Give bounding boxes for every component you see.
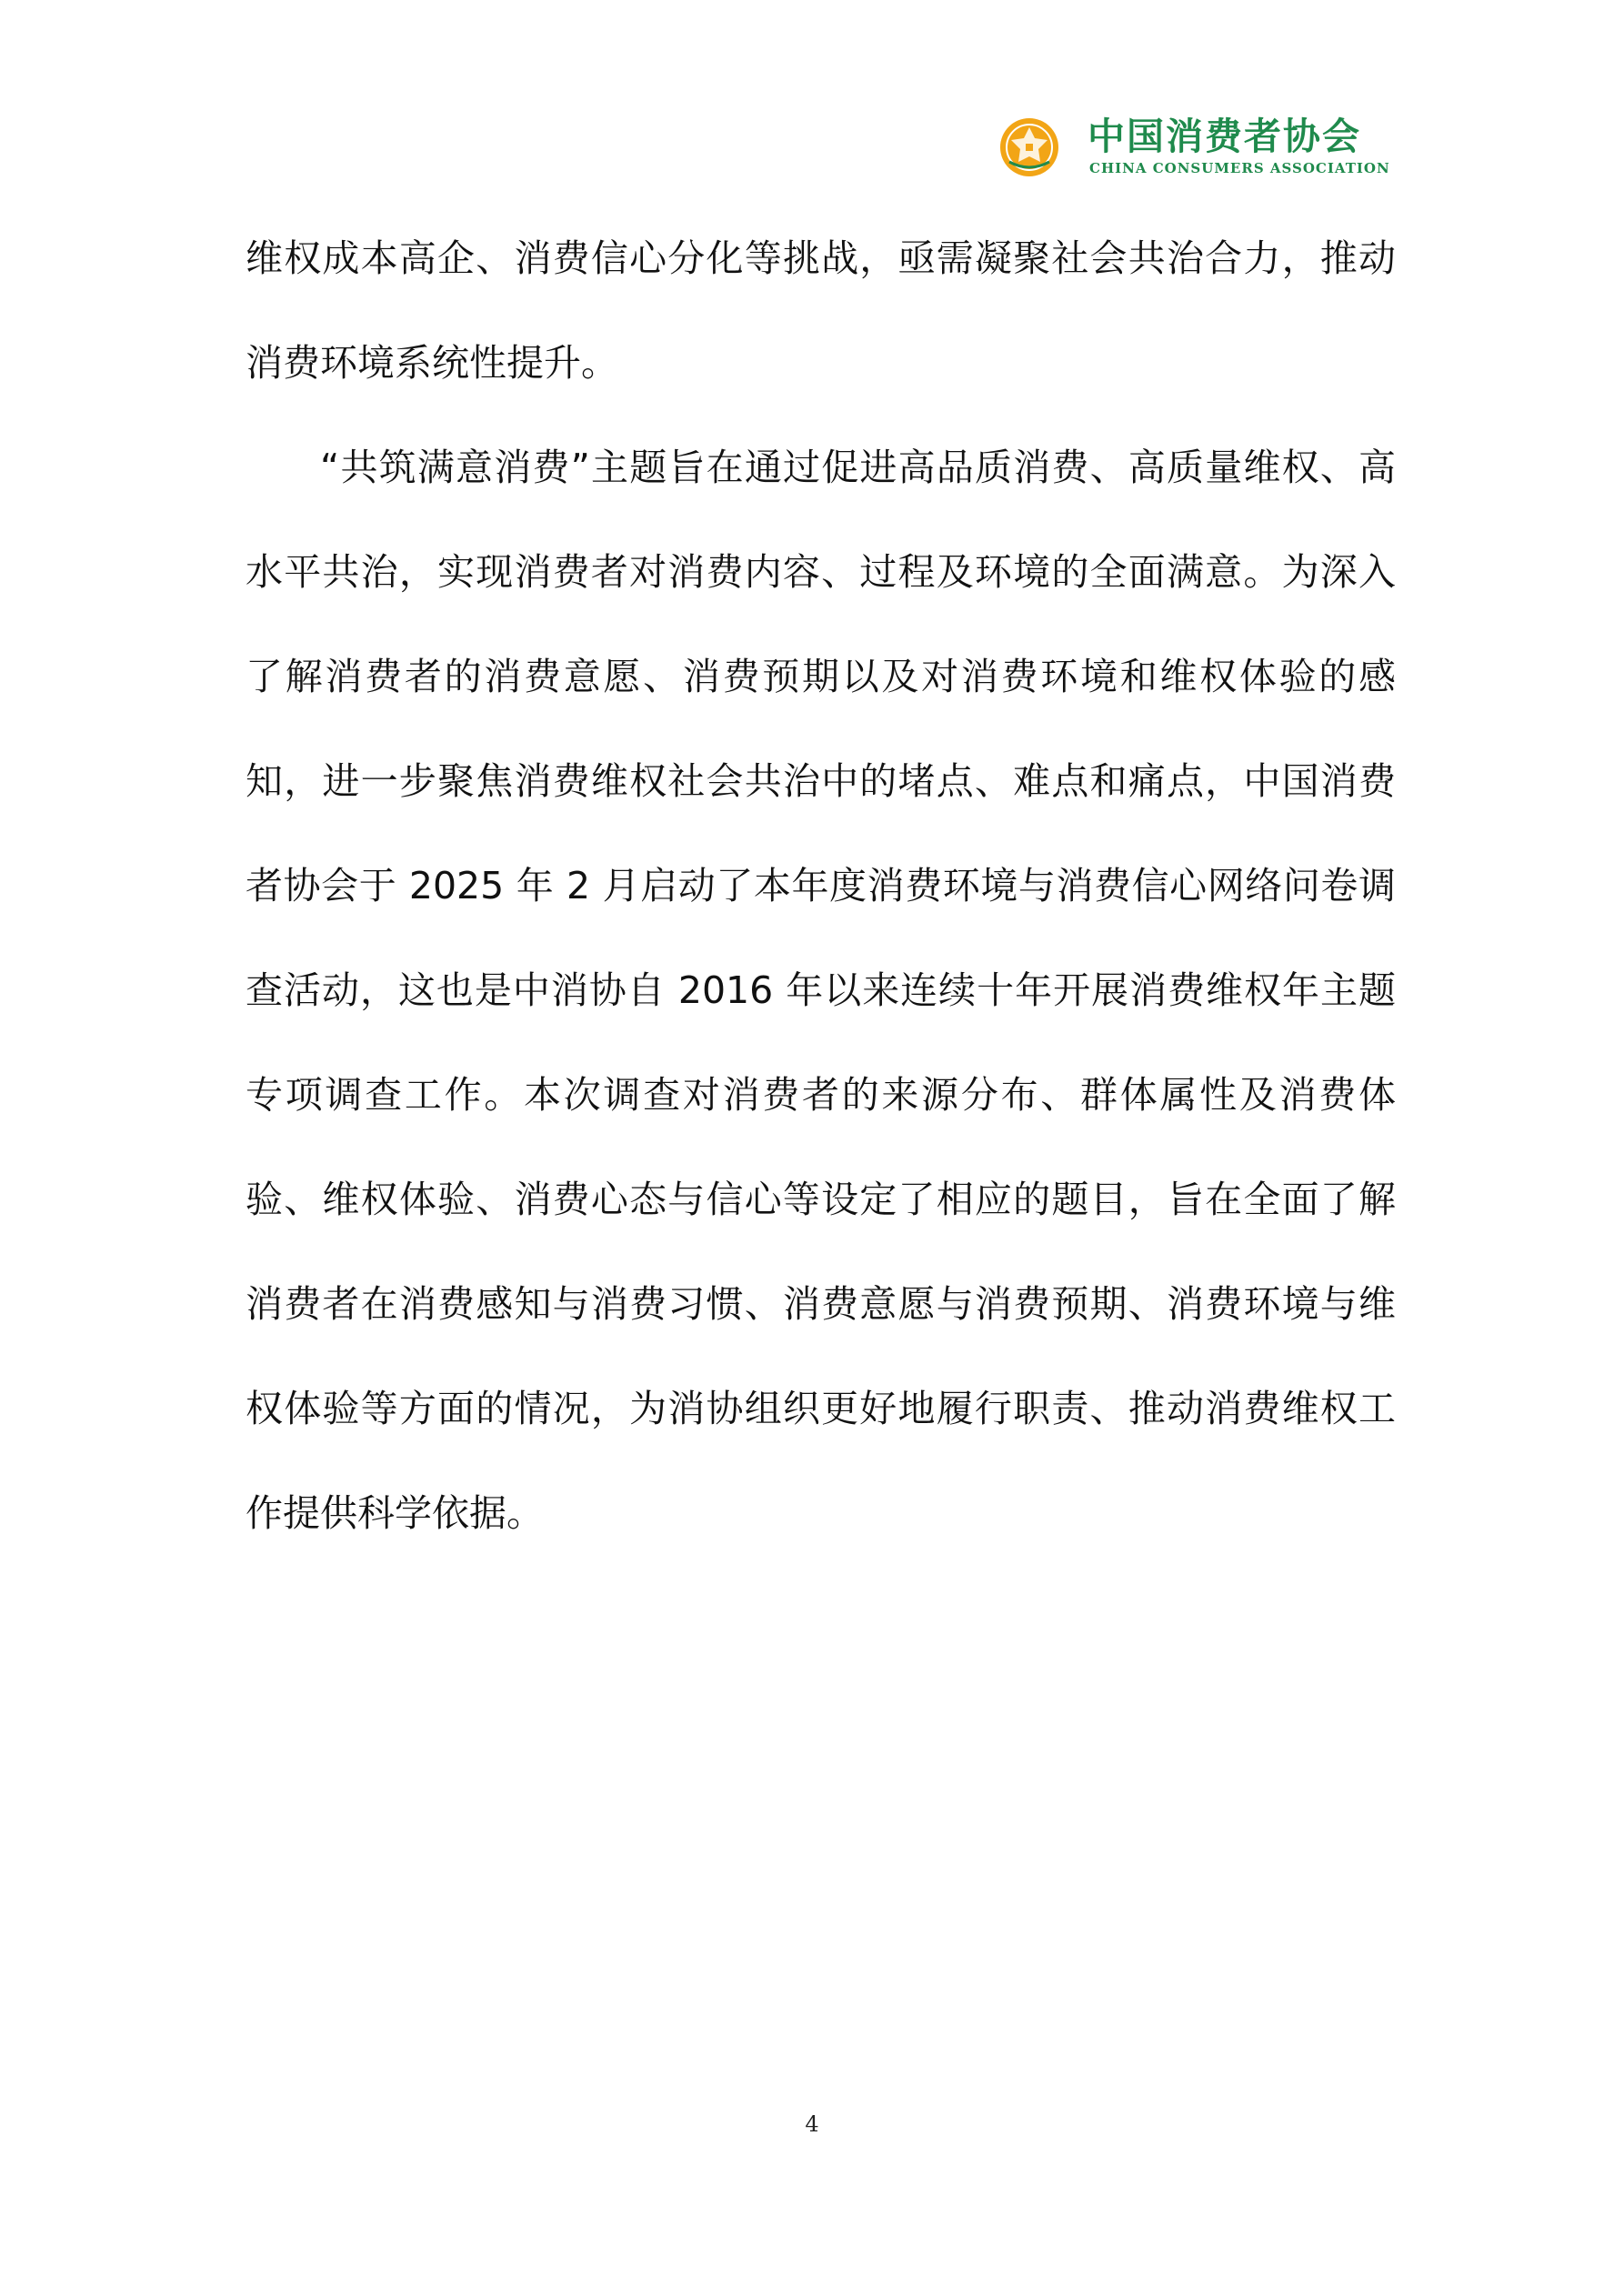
- logo-name-chinese: 中国消费者协会: [1088, 115, 1361, 158]
- page-number: 4: [805, 2111, 819, 2137]
- paragraph-1: 维权成本高企、消费信心分化等挑战，亟需凝聚社会共治合力，推动消费环境系统性提升。: [246, 236, 1396, 385]
- paragraph-2: “共筑满意消费”主题旨在通过促进高品质消费、高质量维权、高水平共治，实现消费者对消费内容、过程及环境的全面满意。为深入了解消费者的消费意愿、消费预期以及对消费环境和维权体验的感知，进一步聚焦消费维权社会共治中的堵点、难点和痛点，中国消费者协会于 2025 年 2 月启动了本年度消费环境与消费信心网络问卷调查活动，这也是中消协自 2016 年以来连续十年开展消费维权年主题专项调查工作。本次调查对消费者的来源分布、群体属性及消费体验、维权体验、消费心态与信心等设定了相应的题目，旨在全面了解消费者在消费感知与消费习惯、消费意愿与消费预期、消费环境与维权体验等方面的情况，为消协组织更好地履行职责、推动消费维权工作提供科学依据。: [246, 446, 1396, 1535]
- document-body: [246, 206, 1396, 1566]
- header-logo: [998, 113, 1398, 182]
- logo-name-english: CHINA CONSUMERS ASSOCIATION: [1089, 160, 1390, 176]
- consumer-association-emblem-icon: [998, 116, 1060, 178]
